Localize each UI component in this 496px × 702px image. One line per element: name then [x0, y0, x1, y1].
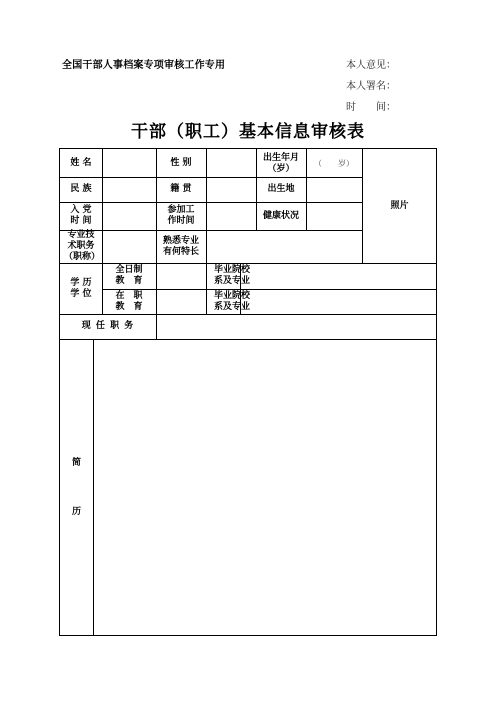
- expertise-label: 熟悉专业 有何特长: [162, 235, 199, 257]
- native-place-label: 籍 贯: [170, 184, 192, 194]
- party-join-label: 入 党 时 间: [70, 205, 92, 226]
- ethnicity-field[interactable]: [102, 177, 156, 202]
- position-field[interactable]: [156, 314, 437, 339]
- fulltime-school-text: 毕业院校 系及专业: [213, 265, 250, 286]
- name-label: 姓 名: [70, 157, 92, 168]
- expertise-field[interactable]: [206, 230, 362, 263]
- name-field[interactable]: [102, 149, 156, 177]
- fulltime-edu-label: 全日制 教 育: [115, 265, 143, 286]
- party-join-field[interactable]: [102, 202, 156, 230]
- gender-field[interactable]: [206, 149, 256, 177]
- birth-label: 出生年月（岁）: [262, 153, 299, 174]
- time-label: 时 间：: [346, 102, 396, 113]
- page-title: 干部（职工）基本信息审核表: [131, 122, 365, 142]
- inservice-school-text: 毕业院校 系及专业: [213, 290, 250, 312]
- birthplace-label: 出生地: [267, 184, 295, 194]
- tech-title-field[interactable]: [102, 230, 156, 263]
- native-place-field[interactable]: [206, 177, 256, 202]
- photo-label: 照片: [390, 200, 409, 211]
- inservice-school-field[interactable]: [258, 289, 437, 314]
- health-label: 健康状况: [262, 210, 299, 221]
- gender-label: 性 别: [170, 157, 192, 168]
- work-start-label: 参加工 作时间: [167, 205, 195, 226]
- inservice-edu-label: 在 职 教 育: [115, 290, 143, 312]
- work-start-field[interactable]: [206, 202, 256, 230]
- resume-field[interactable]: [93, 339, 437, 636]
- resume-label-top: 简: [71, 457, 81, 468]
- info-form-table: [59, 148, 437, 636]
- header-title: 全国干部人事档案专项审核工作专用: [62, 60, 226, 71]
- signature-label: 本人署名：: [346, 81, 396, 92]
- opinion-label: 本人意见：: [346, 60, 396, 71]
- photo-box[interactable]: [362, 149, 437, 263]
- ethnicity-label: 民 族: [70, 184, 92, 194]
- age-field[interactable]: （ 岁）: [314, 158, 354, 168]
- tech-title-label: 专业技 术职务 （职称）: [64, 230, 101, 262]
- resume-label-bottom: 历: [71, 506, 81, 517]
- inservice-edu-field[interactable]: [156, 289, 206, 314]
- position-label: 现 任 职 务: [81, 321, 135, 331]
- fulltime-school-field[interactable]: [258, 263, 437, 289]
- resume-label: [60, 339, 93, 636]
- birthplace-field[interactable]: [306, 177, 362, 202]
- education-label: 学 历 学 位: [70, 277, 92, 299]
- health-field[interactable]: [306, 202, 362, 230]
- fulltime-edu-field[interactable]: [156, 263, 206, 289]
